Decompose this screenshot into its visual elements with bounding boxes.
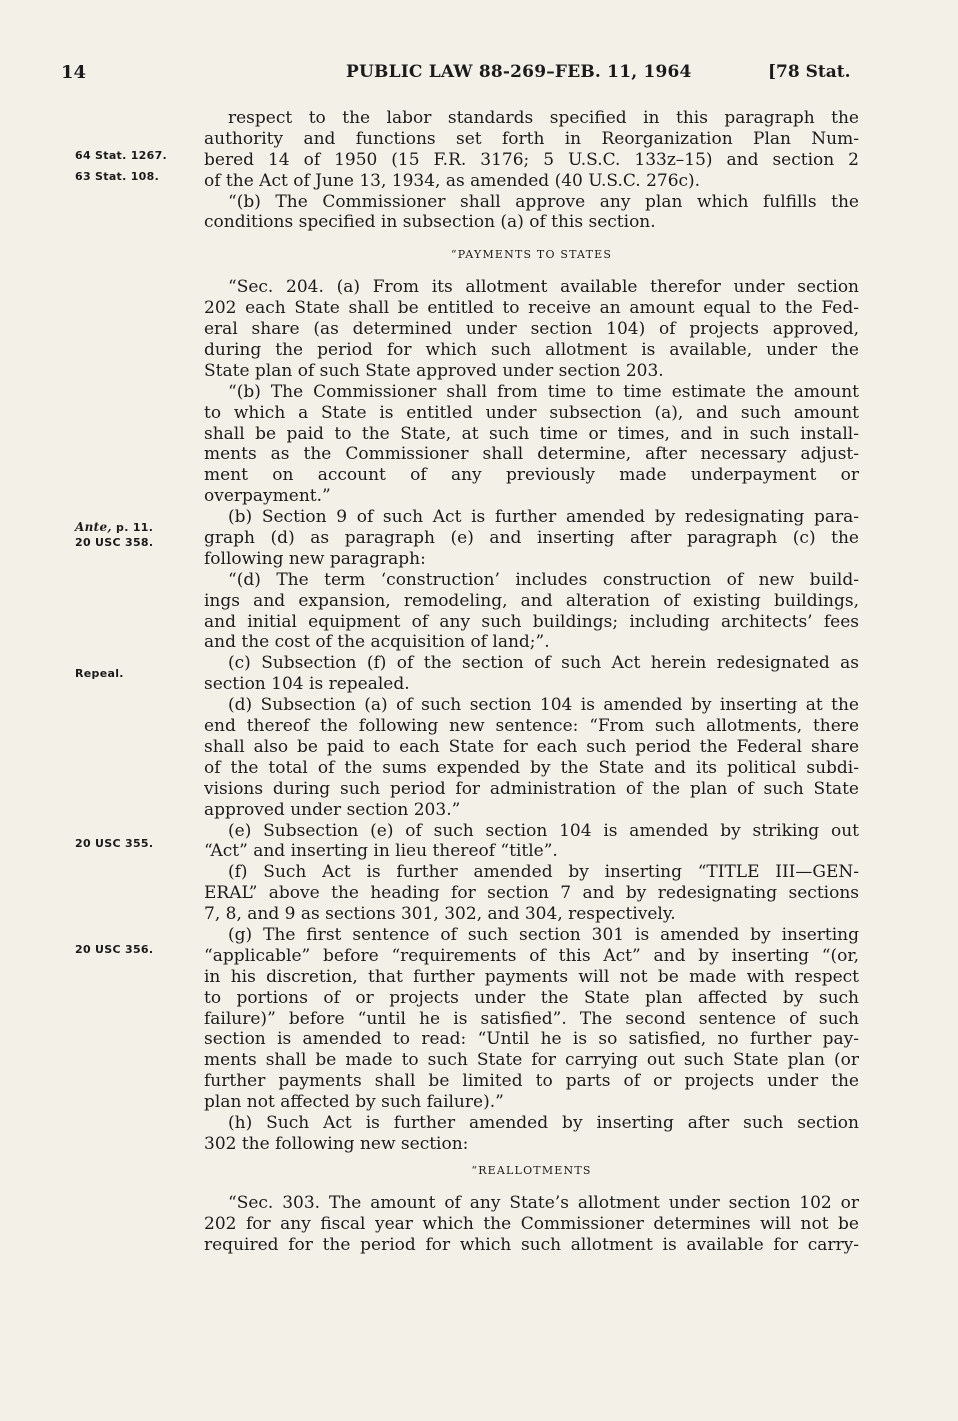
margin-note: Repeal. xyxy=(75,667,124,680)
margin-note: 20 USC 358. xyxy=(75,536,154,549)
margin-note-italic: Ante, xyxy=(75,520,112,534)
text-line: 7, 8, and 9 as sections 301, 302, and 304, respectively. xyxy=(204,904,676,925)
text-line: approved under section 203.” xyxy=(204,799,461,820)
text-line: ment on account of any previously made underpayment or xyxy=(204,465,859,486)
text-line: conditions specified in subsection (a) of this section. xyxy=(204,212,656,233)
text-line: State plan of such State approved under section 203. xyxy=(204,360,664,381)
text-line: required for the period for which such allotment is available for carry- xyxy=(204,1234,859,1255)
text-line: section is amended to read: “Until he is so satisfied, no further pay- xyxy=(204,1029,859,1050)
text-line: during the period for which such allotment is available, under the xyxy=(204,340,859,361)
text-line: overpayment.” xyxy=(204,486,331,507)
text-line: section 104 is repealed. xyxy=(204,674,410,695)
text-line: ments shall be made to such State for carrying out such State plan (or xyxy=(204,1050,859,1071)
text-line: (e) Subsection (e) of such section 104 is amended by striking out xyxy=(228,820,859,841)
text-line: “applicable” before “requirements of this Act” and by inserting “(or, xyxy=(204,945,859,966)
text-line: and initial equipment of any such buildings; including architects’ fees xyxy=(204,611,859,632)
text-line: end thereof the following new sentence: “From such allotments, there xyxy=(204,716,859,737)
text-line: to which a State is entitled under subsection (a), and such amount xyxy=(204,402,859,423)
text-line: 302 the following new section: xyxy=(204,1133,469,1154)
text-line: of the Act of June 13, 1934, as amended (40 U.S.C. 276c). xyxy=(204,170,701,191)
text-line: shall also be paid to each State for each such period the Federal share xyxy=(204,736,859,757)
text-line: to portions of or projects under the State plan affected by such xyxy=(204,987,859,1008)
text-line: (d) Subsection (a) of such section 104 is amended by inserting at the xyxy=(228,695,859,716)
text-line: visions during such period for administration of the plan of such State xyxy=(204,778,859,799)
text-line: of the total of the sums expended by the State and its political subdi- xyxy=(204,757,859,778)
main-text xyxy=(204,108,859,1255)
text-line: “Act” and inserting in lieu thereof “title”. xyxy=(204,841,558,862)
text-line: “Sec. 204. (a) From its allotment available therefor under section xyxy=(228,277,859,298)
text-line: in his discretion, that further payments will not be made with respect xyxy=(204,966,859,987)
statute-reference: [78 Stat. xyxy=(768,62,851,82)
margin-note xyxy=(75,520,153,535)
text-line: authority and functions set forth in Reorganization Plan Num- xyxy=(204,128,859,149)
text-line: 202 for any fiscal year which the Commissioner determines will not be xyxy=(204,1213,859,1234)
text-line: and the cost of the acquisition of land;”. xyxy=(204,632,550,653)
margin-note-text: p. 11. xyxy=(116,521,154,534)
text-line: eral share (as determined under section 104) of projects approved, xyxy=(204,319,859,340)
text-line: plan not affected by such failure).” xyxy=(204,1092,504,1113)
text-line: bered 14 of 1950 (15 F.R. 3176; 5 U.S.C. 133z–15) and section 2 xyxy=(204,149,859,170)
text-line: failure)” before “until he is satisfied”. The second sentence of such xyxy=(204,1008,859,1029)
text-line: (b) Section 9 of such Act is further amended by redesignating para- xyxy=(228,507,859,528)
text-line: (f) Such Act is further amended by inserting “TITLE III—GEN- xyxy=(228,862,859,883)
running-title: PUBLIC LAW 88-269–FEB. 11, 1964 xyxy=(346,62,692,82)
text-line: further payments shall be limited to parts of or projects under the xyxy=(204,1071,859,1092)
text-line: “(d) The term ‘construction’ includes construction of new build- xyxy=(228,569,859,590)
text-line: shall be paid to the State, at such time or times, and in such install- xyxy=(204,423,859,444)
text-line: 202 each State shall be entitled to receive an amount equal to the Fed- xyxy=(204,298,859,319)
page-header xyxy=(0,62,958,92)
page-number: 14 xyxy=(61,62,87,83)
margin-note: 20 USC 356. xyxy=(75,943,154,956)
text-line: graph (d) as paragraph (e) and inserting after paragraph (c) the xyxy=(204,528,859,549)
section-heading: “REALLOTMENTS xyxy=(471,1163,592,1177)
text-line: respect to the labor standards specified in this paragraph the xyxy=(228,108,859,128)
text-line: “(b) The Commissioner shall from time to time estimate the amount xyxy=(228,381,859,402)
margin-note: 64 Stat. 1267. xyxy=(75,149,168,162)
text-line: ings and expansion, remodeling, and alteration of existing buildings, xyxy=(204,590,859,611)
text-line: ments as the Commissioner shall determine, after necessary adjust- xyxy=(204,444,859,465)
text-line: following new paragraph: xyxy=(204,548,426,569)
text-line: (h) Such Act is further amended by inserting after such section xyxy=(228,1112,859,1133)
text-line: ERAL” above the heading for section 7 and by redesignating sections xyxy=(204,883,859,904)
margin-note: 20 USC 355. xyxy=(75,837,154,850)
text-line: “Sec. 303. The amount of any State’s allotment under section 102 or xyxy=(228,1192,859,1213)
margin-note: 63 Stat. 108. xyxy=(75,170,160,183)
text-line: “(b) The Commissioner shall approve any plan which fulfills the xyxy=(228,191,859,212)
text-line: (c) Subsection (f) of the section of such Act herein redesignated as xyxy=(228,653,859,674)
section-heading: “PAYMENTS TO STATES xyxy=(450,248,613,262)
text-line: (g) The first sentence of such section 301 is amended by inserting xyxy=(228,924,859,945)
